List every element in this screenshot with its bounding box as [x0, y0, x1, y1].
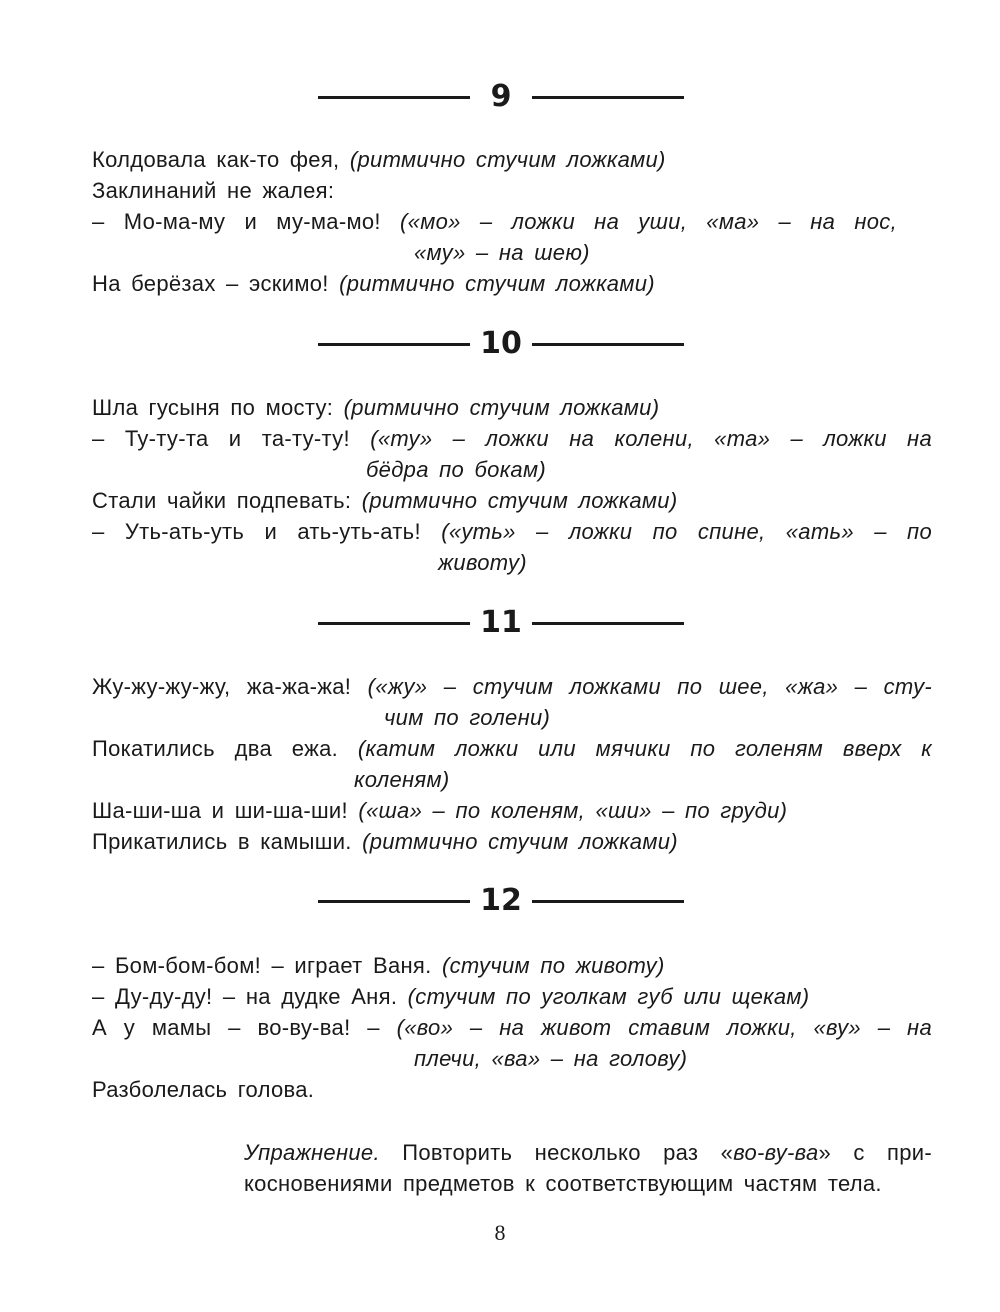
verse-line-continuation: бёдра по бокам): [366, 457, 546, 482]
verse-line: Колдовала как-то фея, (ритмично стучим ложками): [92, 147, 666, 172]
section-number: 11: [480, 605, 522, 640]
verse-line: Шла гусыня по мосту: (ритмично стучим ложками): [92, 395, 660, 420]
divider-rule: [532, 900, 684, 903]
verse-line: – Ту-ту-та и та-ту-ту! («ту» – ложки на колени, «та» – ложки на: [92, 426, 932, 451]
verse-line-continuation: животу): [438, 550, 527, 575]
verse-line: Прикатились в камыши. (ритмично стучим ложками): [92, 829, 678, 854]
divider-rule: [318, 96, 470, 99]
section-number: 10: [480, 326, 522, 361]
verse-line-continuation: плечи, «ва» – на голову): [414, 1046, 688, 1071]
section-number: 9: [490, 79, 512, 114]
exercise-label: Упражнение.: [244, 1140, 380, 1165]
verse-line: – Ду-ду-ду! – на дудке Аня. (стучим по уголкам губ или щекам): [92, 984, 810, 1009]
verse-line: Стали чайки подпевать: (ритмично стучим ложками): [92, 488, 678, 513]
divider-rule: [318, 622, 470, 625]
verse-line: – Бом-бом-бом! – играет Ваня. (стучим по животу): [92, 953, 665, 978]
verse-line-continuation: чим по голени): [384, 705, 551, 730]
divider-rule: [318, 343, 470, 346]
verse-line-continuation: «му» – на шею): [414, 240, 590, 265]
divider-rule: [318, 900, 470, 903]
verse-line: – Уть-ать-уть и ать-уть-ать! («уть» – ложки по спине, «ать» – по: [92, 519, 932, 544]
verse-line: На берёзах – эскимо! (ритмично стучим ложками): [92, 271, 655, 296]
exercise-text: Упражнение. Повторить несколько раз «во-ву-ва» с при-: [244, 1140, 933, 1165]
verse-line: А у мамы – во-ву-ва! – («во» – на живот ставим ложки, «ву» – на: [92, 1015, 932, 1040]
verse-line: Покатились два ежа. (катим ложки или мячики по голеням вверх к: [92, 736, 932, 761]
divider-rule: [532, 96, 684, 99]
section-header-9: [318, 77, 684, 117]
verse-line: – Мо-ма-му и му-ма-мо! («мо» – ложки на уши, «ма» – на нос,: [92, 209, 897, 234]
section-header-10: [318, 324, 684, 364]
verse-line: Разболелась голова.: [92, 1077, 315, 1102]
divider-rule: [532, 622, 684, 625]
page-number: 8: [494, 1220, 506, 1245]
verse-line-continuation: коленям): [354, 767, 450, 792]
section-number: 12: [480, 883, 522, 918]
section-header-12: [318, 881, 684, 921]
verse-line: Заклинаний не жалея:: [92, 178, 335, 203]
divider-rule: [532, 343, 684, 346]
verse-line: Ша-ши-ша и ши-ша-ши! («ша» – по коленям, «ши» – по груди): [92, 798, 788, 823]
section-header-11: [318, 603, 684, 643]
exercise-text-continuation: косновениями предметов к соответствующим частям тела.: [244, 1171, 882, 1196]
verse-line: Жу-жу-жу-жу, жа-жа-жа! («жу» – стучим ложками по шее, «жа» – сту-: [92, 674, 932, 699]
